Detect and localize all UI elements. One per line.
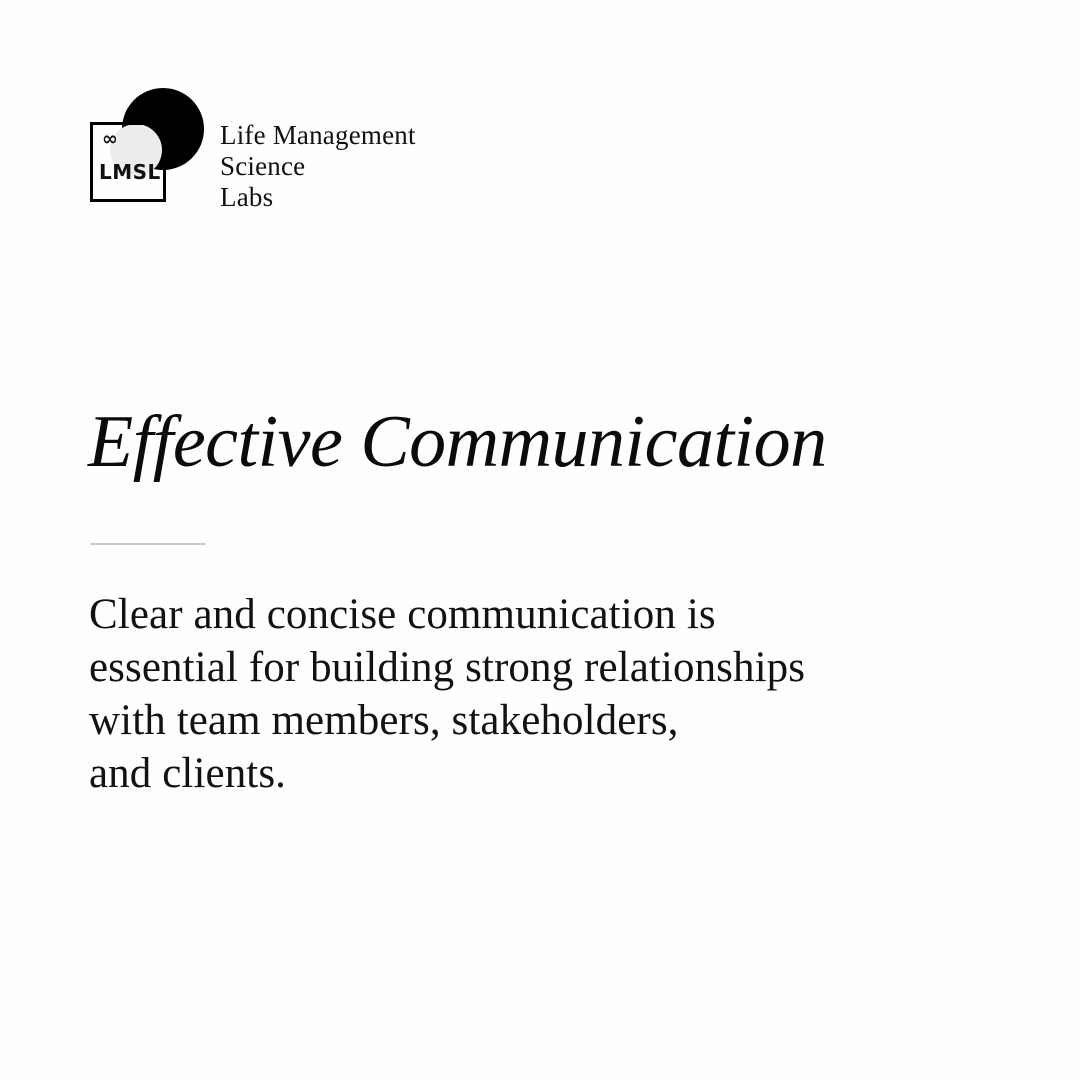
infinity-icon: ∞ (102, 128, 118, 150)
brand-name-line-1: Life Management (220, 120, 416, 150)
body-text (89, 588, 949, 800)
body-text-line: Clear and concise communication is (89, 591, 716, 638)
body-text-line: essential for building strong relationships (89, 644, 806, 691)
brand-name-line-2: Science (220, 151, 306, 181)
brand-name-line-3: Labs (220, 182, 274, 212)
brand-name (220, 88, 416, 213)
body-text-line: and clients. (89, 750, 287, 797)
lmsl-logo-icon (90, 88, 208, 206)
divider (90, 543, 206, 545)
page-title: Effective Communication (88, 401, 827, 483)
body-text-line: with team members, stakeholders, (89, 697, 679, 744)
logo-acronym: LMSL (99, 160, 161, 184)
brand-logo (90, 88, 416, 213)
